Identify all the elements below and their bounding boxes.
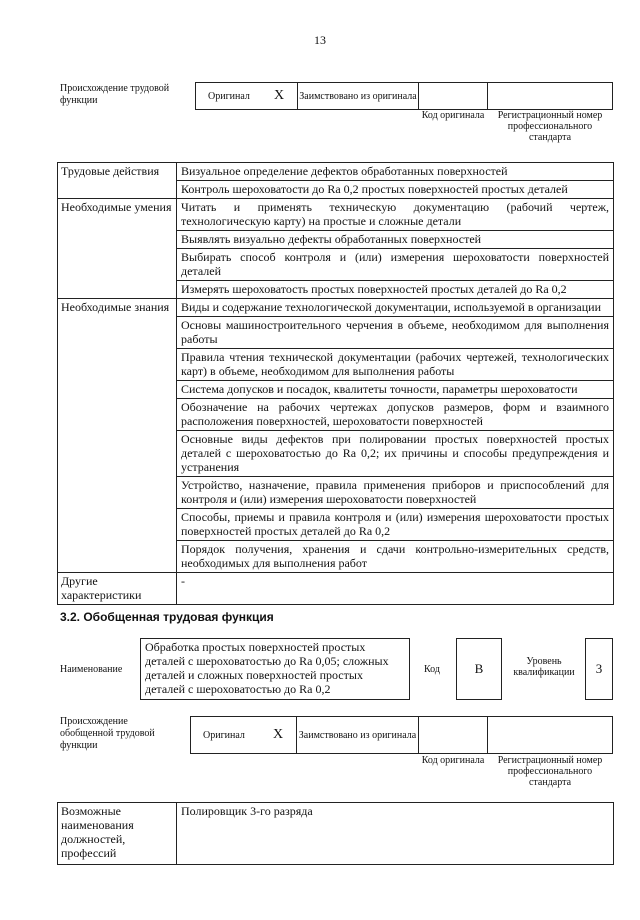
gtf-code-value: B [456,638,502,700]
origin-original-mark: X [274,88,285,103]
labor-action-item: Визуальное определение дефектов обработанных поверхностей [177,163,614,181]
gtf-origin-original-mark: X [273,727,284,742]
knowledge-label: Необходимые знания [58,299,177,573]
gtf-origin-reg-caption: Регистрационный номер профессионального стандарта [497,755,603,788]
knowledge-item: Система допусков и посадок, квалитеты точности, параметры шероховатости [177,381,614,399]
other-characteristics-value: - [177,573,614,605]
knowledge-item: Виды и содержание технологической документации, используемой в организации [177,299,614,317]
gtf-origin-reg-cell [487,716,613,754]
origin-borrowed-cell: Заимствовано из оригинала [297,82,419,110]
labor-actions-label: Трудовые действия [58,163,177,199]
labor-action-item: Контроль шероховатости до Ra 0,2 простых поверхностей простых деталей [177,181,614,199]
knowledge-item: Устройство, назначение, правила применения приборов и приспособлений для контроля и (или) измерения шероховатости поверхностей [177,477,614,509]
gtf-origin-original-label: Оригинал [203,730,245,741]
origin-original-cell [195,82,298,110]
skill-item: Читать и применять техническую документацию (рабочий чертеж, технологическую карту) на простые и сложные детали [177,199,614,231]
gtf-code-label: Код [424,664,440,675]
knowledge-item: Основные виды дефектов при полировании простых поверхностей простых деталей с шероховатостью до Ra 0,2; их причины и способы предупреждения и устранения [177,431,614,477]
gtf-level-value: 3 [585,638,613,700]
gtf-origin-code-cell [418,716,488,754]
gtf-origin-label: Происхождение обобщенной трудовой функции [60,716,155,751]
origin-code-cell [418,82,488,110]
skill-item: Измерять шероховатость простых поверхностей простых деталей до Ra 0,2 [177,281,614,299]
section-title: 3.2. Обобщенная трудовая функция [60,610,274,624]
gtf-origin-original-cell [190,716,297,754]
origin-reg-caption: Регистрационный номер профессионального стандарта [497,110,603,143]
other-characteristics-label: Другие характеристики [58,573,177,605]
origin-code-caption: Код оригинала [421,110,485,121]
knowledge-item: Обозначение на рабочих чертежах допусков размеров, форм и взаимного расположения поверхностей, шероховатости поверхностей [177,399,614,431]
knowledge-item: Основы машиностроительного черчения в объеме, необходимом для выполнения работы [177,317,614,349]
positions-value: Полировщик 3-го разряда [177,803,614,865]
positions-table [57,802,614,865]
gtf-origin-borrowed-cell: Заимствовано из оригинала [296,716,419,754]
knowledge-item: Способы, приемы и правила контроля и (или) измерения шероховатости простых поверхностей простых деталей до Ra 0,2 [177,509,614,541]
gtf-name-value: Обработка простых поверхностей простых деталей с шероховатостью до Ra 0,05; сложных деталей и сложных поверхностей простых деталей с шероховатостью до Ra 0,2 [140,638,410,700]
gtf-name-label: Наименование [60,664,123,675]
origin-label: Происхождение трудовой функции [60,83,170,106]
labor-function-table [57,162,614,605]
positions-label: Возможные наименования должностей, профессий [58,803,177,865]
skill-item: Выбирать способ контроля и (или) измерения шероховатости поверхностей деталей [177,249,614,281]
skills-label: Необходимые умения [58,199,177,299]
skill-item: Выявлять визуально дефекты обработанных поверхностей [177,231,614,249]
gtf-origin-code-caption: Код оригинала [421,755,485,766]
origin-reg-cell [487,82,613,110]
knowledge-item: Порядок получения, хранения и сдачи контрольно-измерительных средств, необходимых для выполнения работ [177,541,614,573]
origin-original-label: Оригинал [208,91,250,102]
page-number: 13 [314,33,326,47]
gtf-level-label: Уровень квалификации [513,656,575,678]
knowledge-item: Правила чтения технической документации (рабочих чертежей, технологических карт) в объеме, необходимом для выполнения работы [177,349,614,381]
